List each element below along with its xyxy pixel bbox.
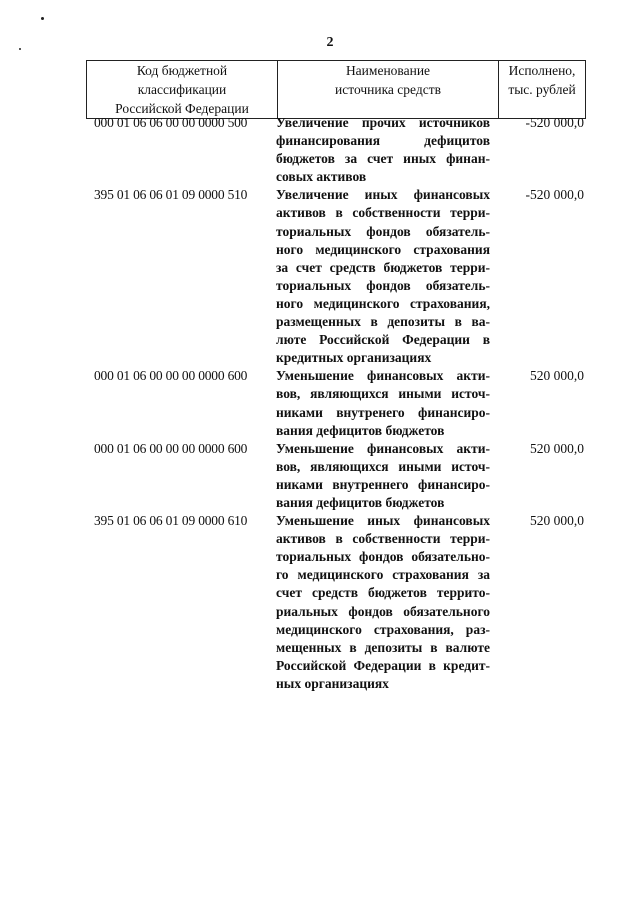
source-name-line: активов в собственности терри- — [276, 205, 490, 221]
source-name-line: никами внутреннего финансиро- — [276, 476, 490, 492]
executed-amount: 520 000,0 — [530, 440, 584, 456]
table-row — [94, 367, 594, 439]
source-name-line: совых активов — [276, 169, 367, 185]
header-code-cell — [87, 61, 278, 119]
source-name-line: ториальных фондов обязательно- — [276, 549, 490, 565]
source-name-line: ториальных фондов обязатель- — [276, 223, 490, 239]
header-executed-cell — [499, 61, 586, 119]
source-name-line: ного медицинского страхования — [276, 241, 490, 257]
header-name-cell — [278, 61, 499, 119]
header-code-line: Код бюджетной — [136, 63, 228, 78]
source-name-line: Уменьшение иных финансовых — [276, 513, 490, 529]
header-code-line: Российской Федерации — [115, 101, 249, 116]
source-name-line: бюджетов за счет иных финан- — [276, 151, 490, 167]
source-name-line: риальных фондов обязательного — [276, 603, 490, 619]
executed-amount: 520 000,0 — [530, 513, 584, 529]
source-name-line: счет средств бюджетов террито- — [276, 585, 490, 601]
source-name — [276, 512, 490, 693]
source-name-line: вов, являющихся иными источ- — [276, 458, 490, 474]
budget-code: 000 01 06 06 00 00 0000 500 — [94, 115, 248, 130]
source-name-line: Российской Федерации в кредит- — [276, 657, 490, 673]
source-name-line: размещенных в депозиты в ва- — [276, 314, 490, 330]
source-name-line: люте Российской Федерации в — [276, 332, 490, 348]
source-name-line: го медицинского страхования за — [276, 567, 490, 583]
source-name-line: активов в собственности терри- — [276, 531, 490, 547]
executed-amount: -520 000,0 — [525, 187, 584, 203]
source-name-line: ного медицинского страхования, — [276, 295, 490, 311]
table-row — [94, 186, 594, 367]
budget-code: 395 01 06 06 01 09 0000 610 — [94, 513, 248, 529]
source-name-line: вания дефицитов бюджетов — [276, 422, 445, 438]
source-name — [276, 186, 490, 367]
source-name-line: Увеличение прочих источников — [276, 115, 490, 130]
source-name-line: Уменьшение финансовых акти- — [276, 440, 490, 456]
source-name-line: Уменьшение финансовых акти- — [276, 368, 490, 384]
budget-code: 000 01 06 00 00 00 0000 600 — [94, 368, 248, 384]
source-name-line: за счет средств бюджетов терри- — [276, 259, 490, 275]
table-header — [86, 60, 586, 119]
executed-amount: 520 000,0 — [530, 368, 584, 384]
source-name-line: медицинского страхования, раз- — [276, 621, 490, 637]
header-executed-line: Исполнено, — [508, 63, 576, 78]
table-row — [94, 114, 594, 186]
table-body — [94, 114, 594, 693]
page-number: 2 — [326, 35, 334, 50]
header-name-line: источника средств — [335, 82, 441, 97]
table-row — [94, 512, 594, 693]
source-name-line: ториальных фондов обязатель- — [276, 277, 490, 293]
source-name-line: финансирования дефицитов — [276, 133, 490, 149]
source-name-line: мещенных в депозиты в валюте — [276, 639, 490, 655]
budget-code: 395 01 06 06 01 09 0000 510 — [94, 187, 248, 203]
header-code-line: классификации — [137, 82, 227, 97]
source-name — [276, 367, 490, 439]
source-name-line: кредитных организациях — [276, 350, 432, 366]
source-name-line: никами внутренего финансиро- — [276, 404, 490, 420]
scan-speck — [41, 17, 44, 20]
header-executed-line: тыс. рублей — [508, 82, 576, 97]
source-name — [276, 114, 490, 186]
executed-amount: -520 000,0 — [525, 115, 584, 130]
source-name — [276, 440, 490, 512]
table-row — [94, 440, 594, 512]
source-name-line: вов, являющихся иными источ- — [276, 386, 490, 402]
source-name-line: Увеличение иных финансовых — [276, 187, 490, 203]
source-name-line: ных организациях — [276, 675, 389, 691]
budget-code: 000 01 06 00 00 00 0000 600 — [94, 440, 248, 456]
header-name-line: Наименование — [345, 63, 431, 78]
source-name-line: вания дефицитов бюджетов — [276, 494, 445, 510]
